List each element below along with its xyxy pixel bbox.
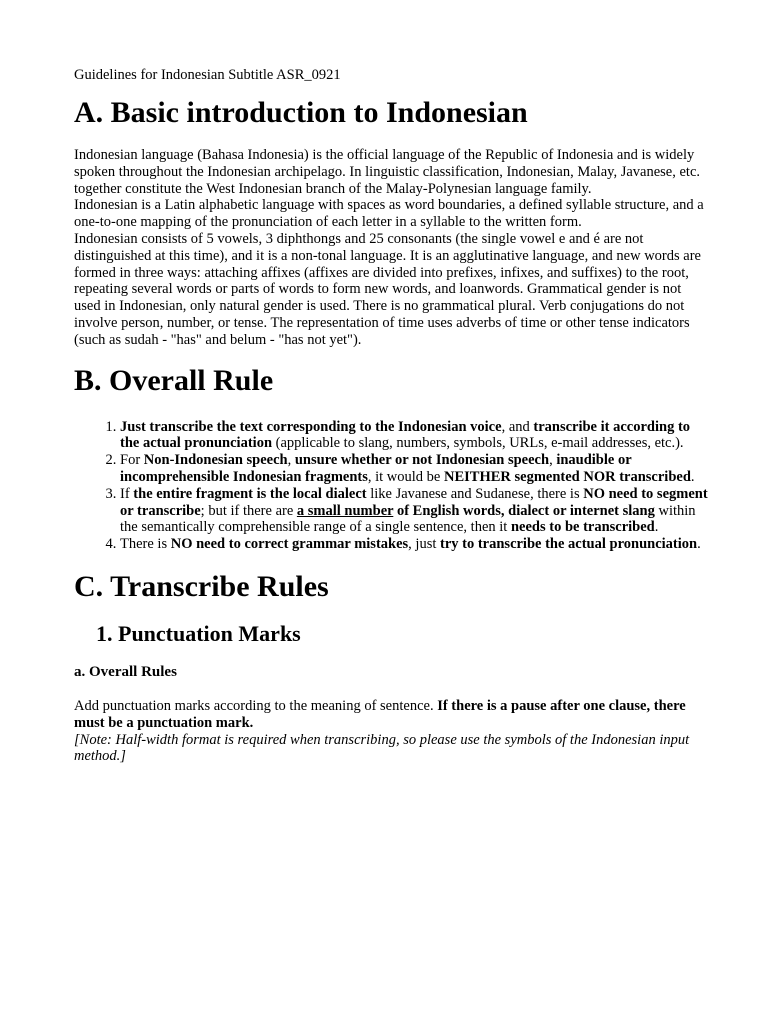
rule-item-3 xyxy=(120,486,708,536)
overall-rules-heading: a. Overall Rules xyxy=(74,663,177,680)
rule-2-text-1: For xyxy=(120,452,144,469)
rule-1-bold-1: Just transcribe the text corresponding to the Indonesian voice xyxy=(120,418,502,435)
rule-3-bold-4: needs to be transcribed xyxy=(510,519,655,536)
rule-4-text-2: , just xyxy=(408,536,440,553)
rule-item-2 xyxy=(120,452,708,486)
rule-item-4 xyxy=(120,536,708,553)
rule-2-bold-1: Non-Indonesian speech xyxy=(143,452,288,469)
punctuation-text: Add punctuation marks according to the meaning of sentence. xyxy=(74,697,438,714)
section-a-title: A. Basic introduction to Indonesian xyxy=(74,96,528,129)
rule-item-1 xyxy=(120,419,708,453)
rule-3-text-4: within the semantically comprehensible range of a single sentence, then it xyxy=(120,502,696,536)
rule-4-bold-2: try to transcribe the actual pronunciation xyxy=(440,536,698,553)
section-b-title: B. Overall Rule xyxy=(74,363,274,397)
rule-3-bold-3: of English words, dialect or internet slang xyxy=(393,502,655,519)
rule-1-text-2: (applicable to slang, numbers, symbols, URLs, e-mail addresses, etc.). xyxy=(272,435,684,452)
rule-2-text-3: , xyxy=(549,452,557,469)
rule-3-text-3: ; but if there are xyxy=(200,502,297,519)
section-c-title: C. Transcribe Rules xyxy=(74,569,329,603)
document-header: Guidelines for Indonesian Subtitle ASR_0921 xyxy=(74,67,341,83)
rule-3-underlined: a small number xyxy=(296,502,394,519)
rule-2-text-5: . xyxy=(690,468,695,485)
rule-4-bold-1: NO need to correct grammar mistakes xyxy=(170,536,409,553)
rule-3-text-5: . xyxy=(654,519,659,536)
rule-4-text-3: . xyxy=(697,536,701,553)
section-a-paragraph-2: Indonesian is a Latin alphabetic language with spaces as word boundaries, a defined syllable structure, and a one-to-one mapping of the pronunciation of each letter in a syllable to the written form. xyxy=(74,197,704,231)
section-a-paragraph-1: Indonesian language (Bahasa Indonesia) is the official language of the Republic of Indonesia and is widely spoken throughout the Indonesian archipelago. In linguistic classification, Indonesian, Malay, Javanese, etc. together constitute the West Indonesian branch of the Malay-Polynesian language family. xyxy=(74,147,701,197)
rule-2-text-2: , xyxy=(287,452,295,469)
rule-2-bold-4: NEITHER segmented NOR transcribed xyxy=(444,468,691,485)
rule-3-text-1: If xyxy=(120,485,134,502)
overall-rules-list xyxy=(74,419,708,553)
rule-3-bold-1: the entire fragment is the local dialect xyxy=(133,485,367,502)
rule-3-bold-2: NO need to segment or transcribe xyxy=(120,485,708,519)
punctuation-bold: If there is a pause after one clause, there must be a punctuation mark. xyxy=(74,697,686,731)
rule-1-bold-2: transcribe it according to the actual pronunciation xyxy=(120,418,691,452)
rule-1-text-1: , and xyxy=(501,418,534,435)
half-width-note: [Note: Half-width format is required when transcribing, so please use the symbols of the Indonesian input method.] xyxy=(74,731,690,765)
rule-3-text-2: like Javanese and Sudanese, there is xyxy=(366,485,584,502)
punctuation-marks-heading: 1. Punctuation Marks xyxy=(96,620,301,646)
rule-2-bold-3: inaudible or incomprehensible Indonesian fragments xyxy=(120,452,632,485)
rule-4-text-1: There is xyxy=(120,536,171,553)
rule-2-bold-2: unsure whether or not Indonesian speech xyxy=(294,452,550,469)
section-a-paragraph-3: Indonesian consists of 5 vowels, 3 diphthongs and 25 consonants (the single vowel e and é are not distinguished at this time), and it is a non-tonal language. It is an agglutinative language, and new words are formed in three ways: attaching affixes (affixes are divided into prefixes, infixes, and suffixes) to the root, repeating several words or parts of words to form new words, and loanwords. Grammatical gender is not used in Indonesian, only natural gender is used. There is no grammatical plural. Verb conjugations do not involve person, number, or tense. The representation of time uses adverbs of time or other tense indicators (such as sudah - "has" and belum - "has not yet"). xyxy=(74,230,701,348)
punctuation-paragraph xyxy=(74,698,708,732)
rule-2-text-4: , it would be xyxy=(367,468,444,485)
